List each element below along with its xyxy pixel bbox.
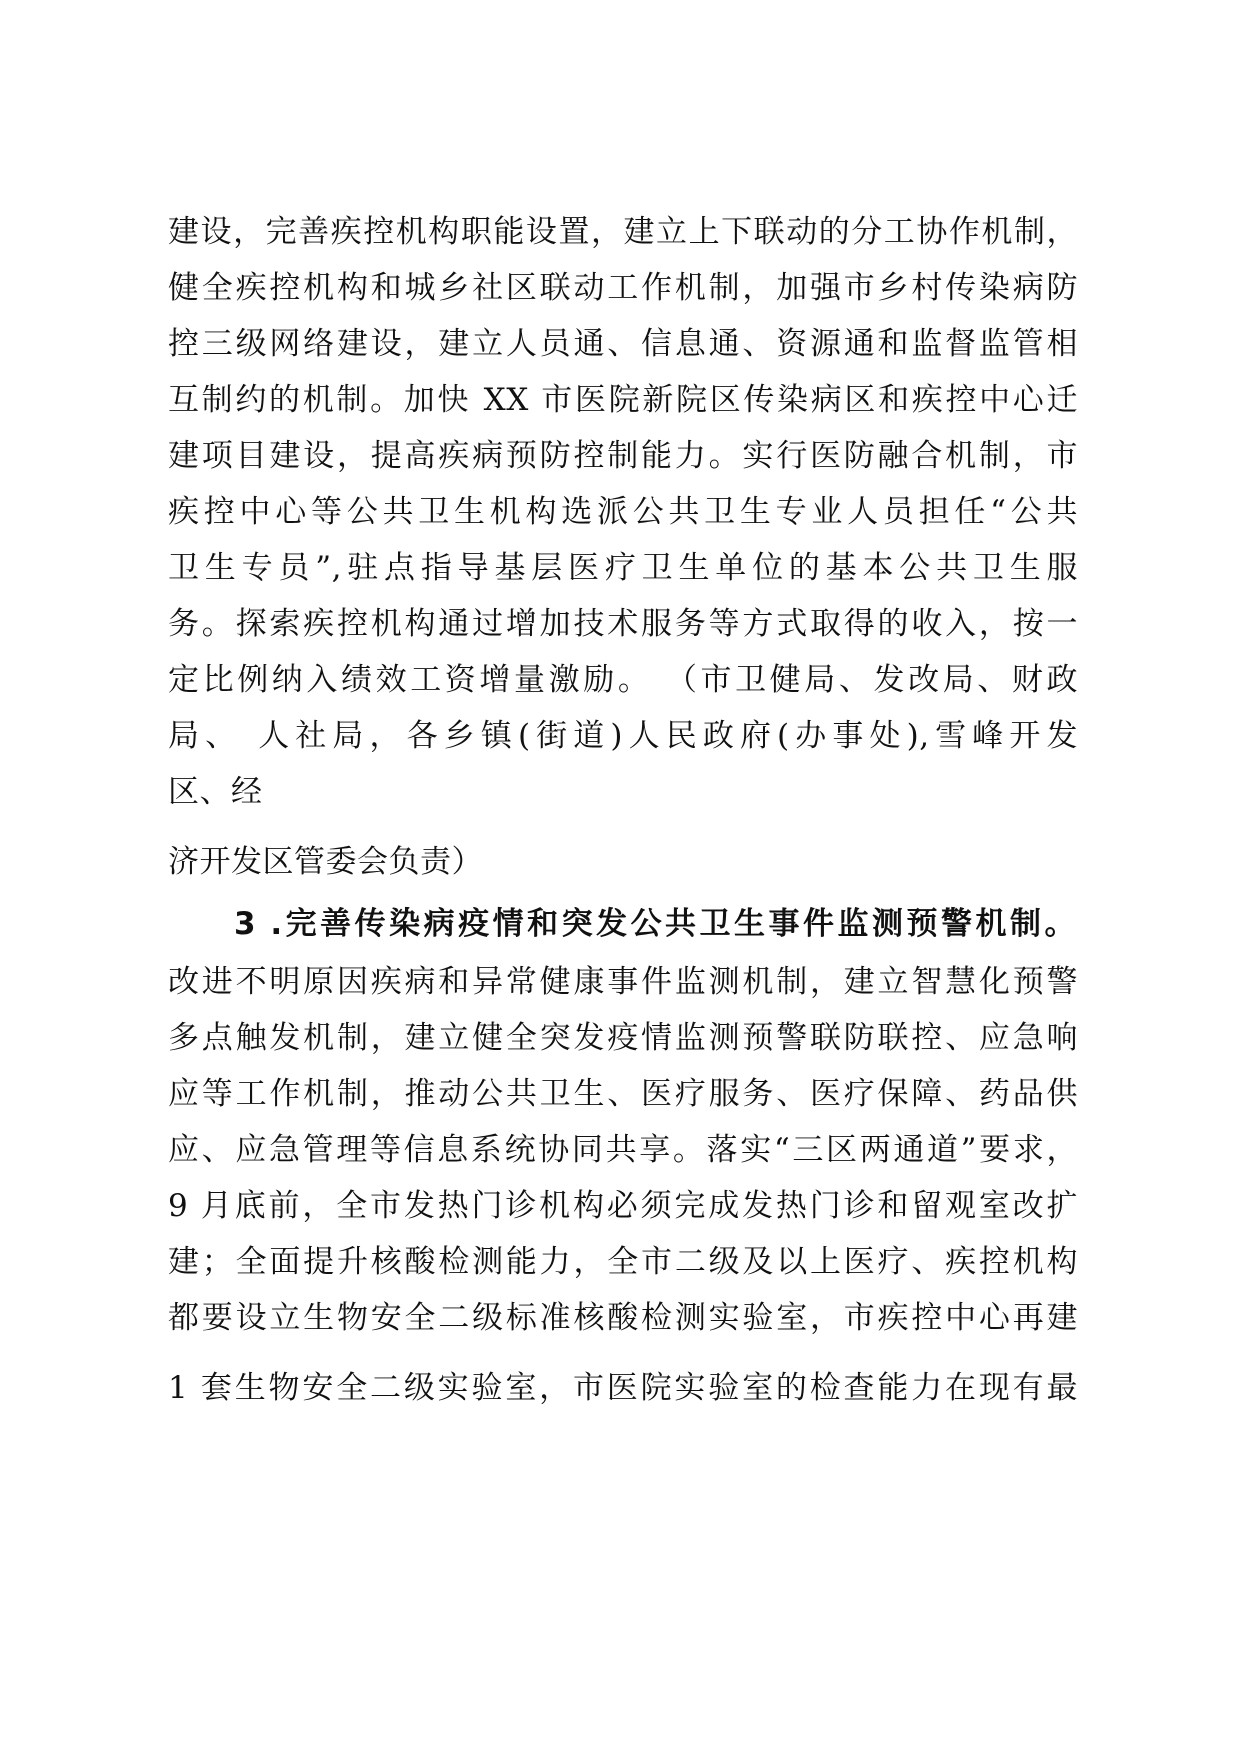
body-text-line: 9 月底前，全市发热门诊机构必须完成发热门诊和留观室改扩 <box>168 1188 1078 1224</box>
body-text-line: 应、应急管理等信息系统协同共享。落实“三区两通道”要求， <box>168 1132 1078 1168</box>
body-text-line: 务。探索疾控机构通过增加技术服务等方式取得的收入，按一 <box>168 606 1078 642</box>
body-text-line: 卫生专员”,驻点指导基层医疗卫生单位的基本公共卫生服 <box>168 550 1078 586</box>
body-text-line: 应等工作机制，推动公共卫生、医疗服务、医疗保障、药品供 <box>168 1076 1078 1112</box>
body-text-line: 建；全面提升核酸检测能力，全市二级及以上医疗、疾控机构 <box>168 1244 1078 1280</box>
body-text-line: 建项目建设，提高疾病预防控制能力。实行医防融合机制，市 <box>168 438 1078 474</box>
body-text-line: 1 套生物安全二级实验室，市医院实验室的检查能力在现有最 <box>168 1370 1078 1406</box>
section-heading: 3 .完善传染病疫情和突发公共卫生事件监测预警机制。 <box>234 906 1076 942</box>
body-text-line: 局、 人社局，各乡镇(街道)人民政府(办事处),雪峰开发 <box>168 718 1078 754</box>
body-text-line: 疾控中心等公共卫生机构选派公共卫生专业人员担任“公共 <box>168 494 1078 530</box>
body-text-line: 都要设立生物安全二级标准核酸检测实验室，市疾控中心再建 <box>168 1300 1078 1336</box>
body-text-line: 互制约的机制。加快 XX 市医院新院区传染病区和疾控中心迁 <box>168 382 1078 418</box>
body-text-line: 健全疾控机构和城乡社区联动工作机制，加强市乡村传染病防 <box>168 270 1078 306</box>
body-text-line: 控三级网络建设，建立人员通、信息通、资源通和监督监管相 <box>168 326 1078 362</box>
body-text-line: 改进不明原因疾病和异常健康事件监测机制，建立智慧化预警 <box>168 964 1078 1000</box>
body-text-line: 建设，完善疾控机构职能设置，建立上下联动的分工协作机制， <box>168 214 1078 250</box>
body-text-line: 济开发区管委会负责） <box>168 844 483 880</box>
body-text-line: 多点触发机制，建立健全突发疫情监测预警联防联控、应急响 <box>168 1020 1078 1056</box>
body-text-line: 定比例纳入绩效工资增量激励。 （市卫健局、发改局、财政 <box>168 662 1078 698</box>
body-text-line: 区、经 <box>168 774 263 810</box>
